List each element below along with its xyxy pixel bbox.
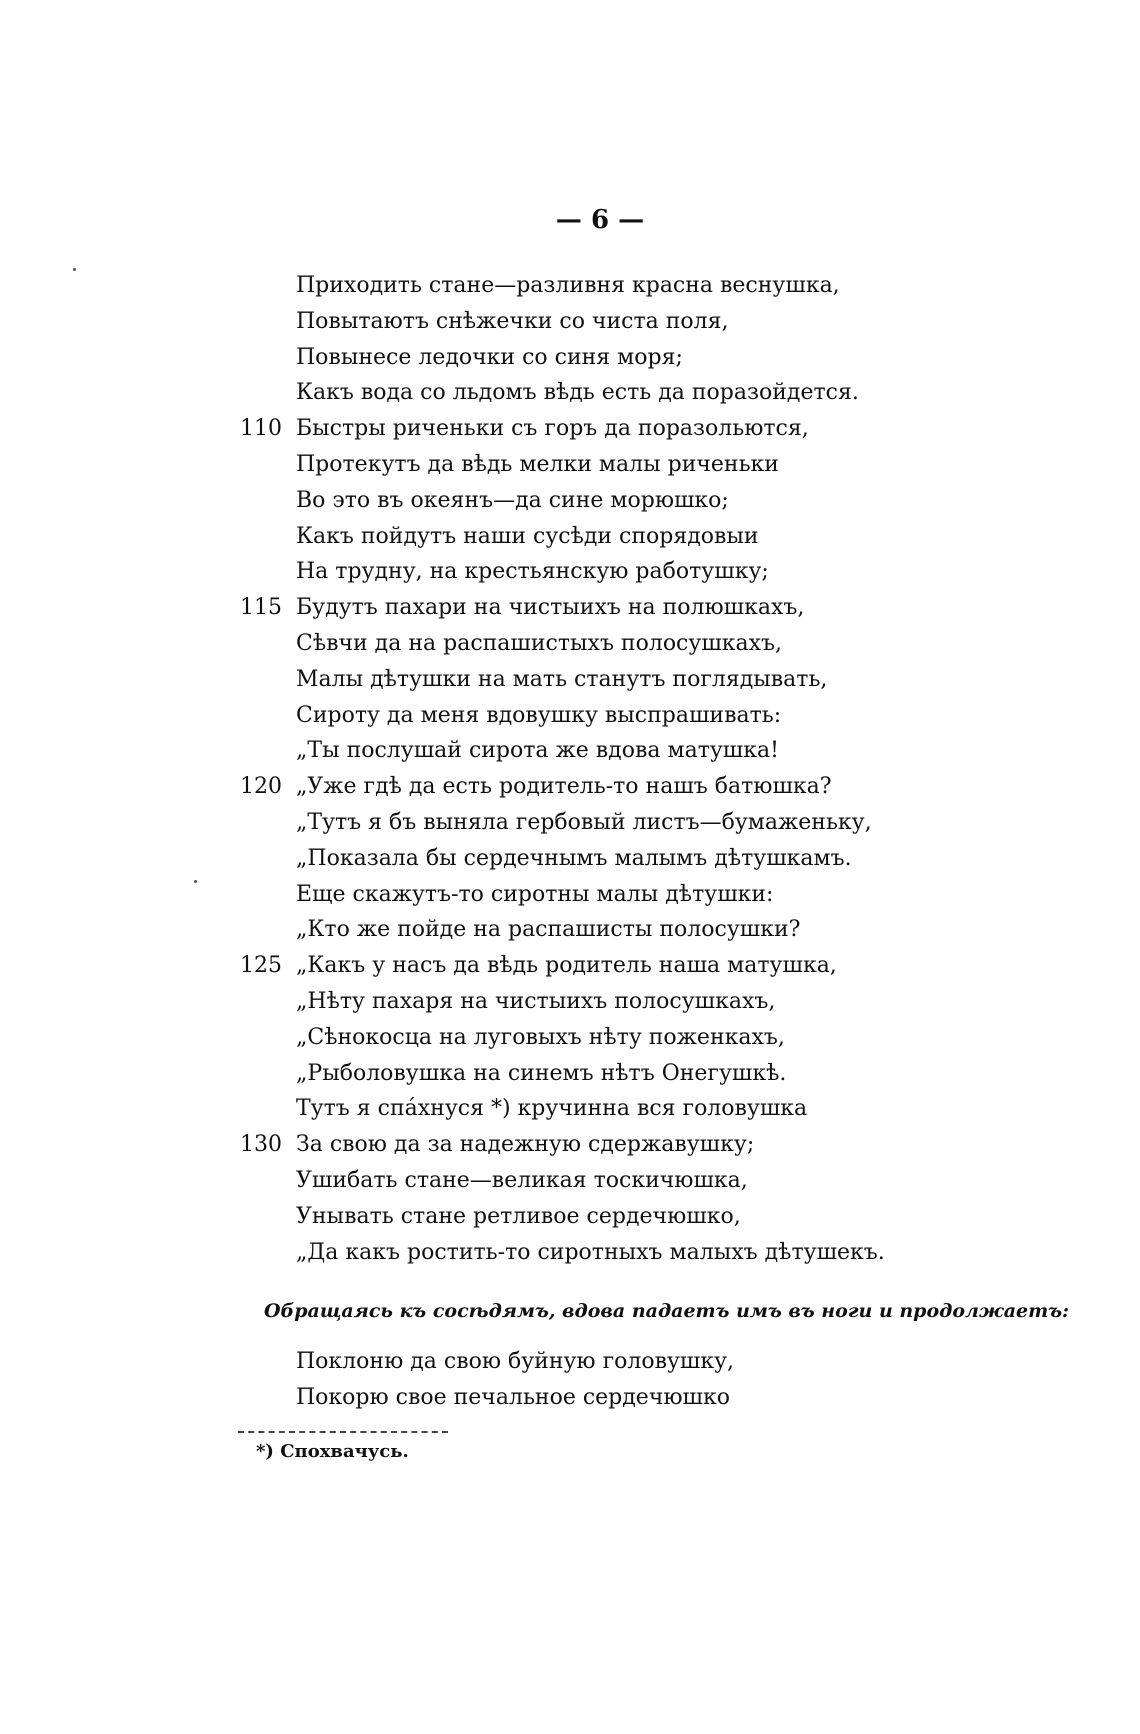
verse-text: Сироту да меня вдовушку выспрашивать: <box>296 702 782 728</box>
verse-text: Тутъ я спáхнуся *) кручинна вся головушка <box>296 1096 808 1122</box>
poem-continuation <box>0 1344 1140 1416</box>
verse-line <box>0 1199 1140 1235</box>
verse-text: Покорю свое печальное сердечюшко <box>296 1384 730 1410</box>
verse-line <box>0 1020 1140 1056</box>
verse-text: Ушибать стане—великая тоскичюшка, <box>296 1167 748 1193</box>
verse-line <box>0 662 1140 698</box>
verse-text: „Нѣту пахаря на чистыихъ полосушкахъ, <box>296 988 776 1014</box>
scan-speck <box>73 268 76 271</box>
verse-line <box>0 877 1140 913</box>
verse-text: За свою да за надежную сдержавушку; <box>296 1132 755 1158</box>
verse-line <box>0 805 1140 841</box>
page-number: — 6 — <box>555 205 645 235</box>
verse-text: Протекутъ да вѣдь мелки малы риченьки <box>296 451 779 477</box>
verse-line <box>0 483 1140 519</box>
verse-text: Быстры риченьки съ горъ да поразольются, <box>296 416 809 442</box>
verse-line <box>0 268 1140 304</box>
scan-speck <box>194 880 197 883</box>
verse-text: Поклоню да свою буйную головушку, <box>296 1349 735 1374</box>
verse-line <box>0 340 1140 376</box>
verse-text: Приходить стане—разливня красна веснушка, <box>296 273 840 298</box>
verse-line <box>0 698 1140 734</box>
verse-line <box>0 304 1140 340</box>
line-number: 125 <box>240 953 282 979</box>
stage-direction: Обращаясь къ сосѣдямъ, вдова падаетъ имъ въ ноги и продолжаетъ: <box>264 1300 1070 1322</box>
verse-text: „Уже гдѣ да есть родитель-то нашъ батюшка? <box>296 774 832 800</box>
verse-line <box>0 590 1140 626</box>
verse-line <box>0 554 1140 590</box>
verse-text: „Какъ у насъ да вѣдь родитель наша матушка, <box>296 953 837 979</box>
verse-line <box>0 1163 1140 1199</box>
verse-line <box>0 1091 1140 1127</box>
verse-text: „Да какъ ростить-то сиротныхъ малыхъ дѣтушекъ. <box>296 1239 885 1265</box>
verse-line <box>0 1235 1140 1271</box>
verse-text: „Показала бы сердечнымъ малымъ дѣтушкамъ. <box>296 845 852 871</box>
line-number: 120 <box>240 774 282 800</box>
verse-line <box>0 841 1140 877</box>
verse-line <box>0 626 1140 662</box>
verse-text: Будутъ пахари на чистыихъ на полюшкахъ, <box>296 595 805 621</box>
verse-text: Малы дѣтушки на мать станутъ поглядывать, <box>296 666 828 692</box>
line-number: 130 <box>240 1132 282 1158</box>
verse-text: Какъ пойдутъ наши сусѣди спорядовыи <box>296 523 759 549</box>
verse-text: Во это въ океянъ—да сине морюшко; <box>296 487 729 513</box>
verse-text: Унывать стане ретливое сердечюшко, <box>296 1203 741 1229</box>
verse-text: „Кто же пойде на распашисты полосушки? <box>296 917 801 943</box>
verse-line <box>0 375 1140 411</box>
verse-line <box>0 1344 1140 1380</box>
verse-line <box>0 733 1140 769</box>
verse-text: Повытаютъ снѣжечки со чиста поля, <box>296 308 729 334</box>
verse-text: Какъ вода со льдомъ вѣдь есть да поразойдется. <box>296 380 859 406</box>
verse-line <box>0 948 1140 984</box>
verse-text: Еще скажутъ-то сиротны малы дѣтушки: <box>296 881 774 907</box>
verse-text: На трудну, на крестьянскую работушку; <box>296 559 769 585</box>
verse-line <box>0 1127 1140 1163</box>
verse-line <box>0 519 1140 555</box>
verse-line <box>0 411 1140 447</box>
line-number: 110 <box>240 416 282 442</box>
verse-line <box>0 769 1140 805</box>
verse-line <box>0 912 1140 948</box>
verse-text: „Ты послушай сирота же вдова матушка! <box>296 738 779 764</box>
verse-line <box>0 447 1140 483</box>
footnote: *) Спохвачусь. <box>256 1441 409 1462</box>
footnote-divider <box>238 1431 448 1433</box>
poem-body <box>0 268 1140 1270</box>
verse-text: Повынесе ледочки со синя моря; <box>296 344 683 370</box>
verse-line <box>0 1380 1140 1416</box>
verse-text: „Сѣнокосца на луговыхъ нѣту поженкахъ, <box>296 1024 785 1050</box>
verse-line <box>0 984 1140 1020</box>
verse-text: „Тутъ я бъ выняла гербовый листъ—бумаженьку, <box>296 809 872 835</box>
verse-text: „Рыболовушка на синемъ нѣтъ Онегушкѣ. <box>296 1060 787 1086</box>
verse-text: Сѣвчи да на распашистыхъ полосушкахъ, <box>296 630 783 656</box>
line-number: 115 <box>240 595 282 621</box>
verse-line <box>0 1056 1140 1092</box>
